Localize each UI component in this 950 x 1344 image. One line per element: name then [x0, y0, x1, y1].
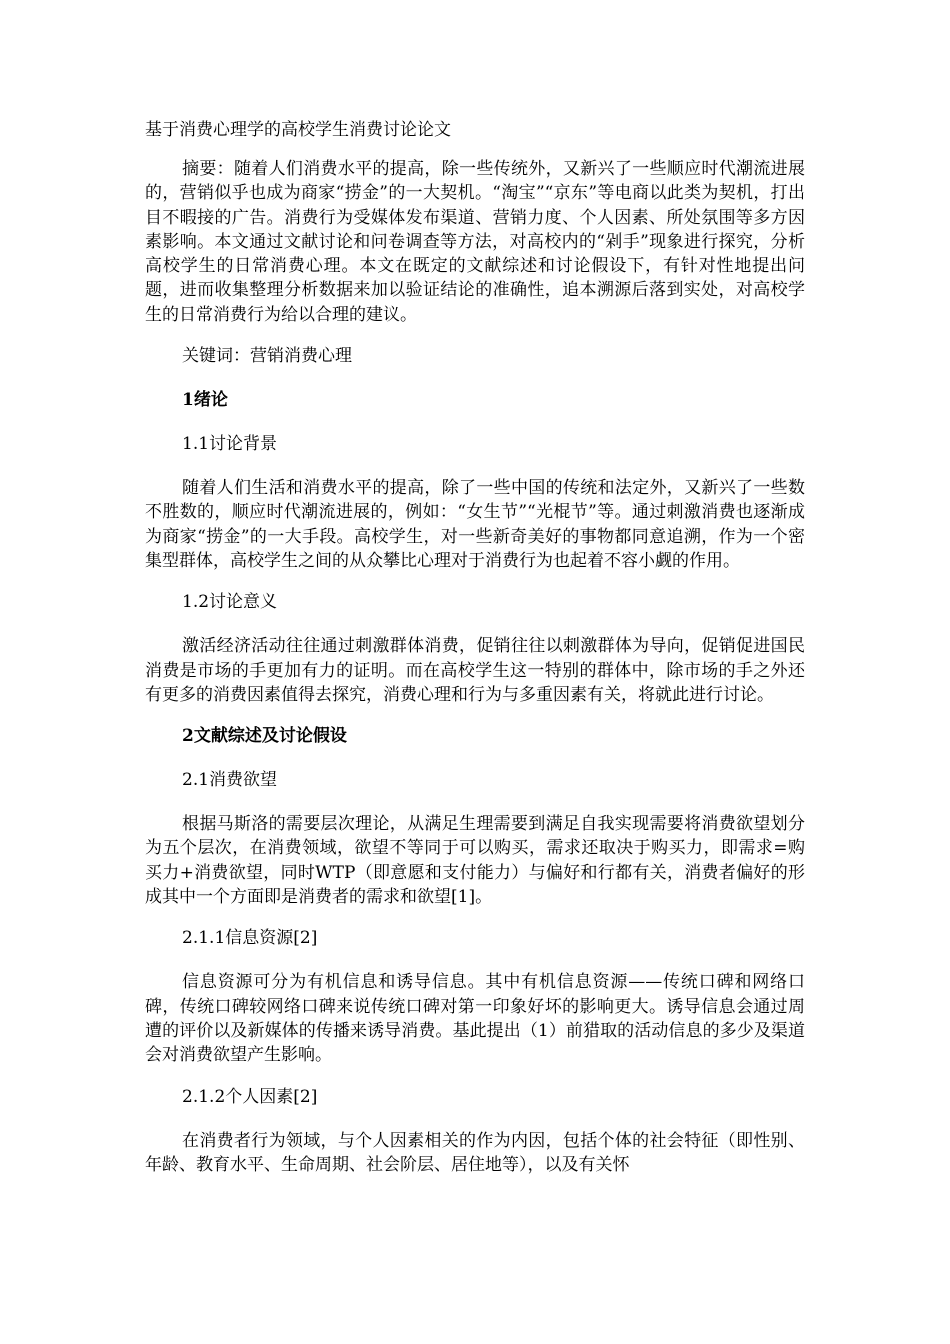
- section-heading-2: 2文献综述及讨论假设: [182, 726, 347, 747]
- paragraph-information: 信息资源可分为有机信息和诱导信息。其中有机信息资源——传统口碑和网络口碑，传统口碑较网络口碑来说传统口碑对第一印象好坏的影响更大。诱导信息会通过周遭的评价以及新媒体的传播来诱导消费。基此提出（1）前猎取的活动信息的多少及渠道会对消费欲望产生影响。: [145, 972, 805, 1066]
- abstract-paragraph: 摘要：随着人们消费水平的提高，除一些传统外，又新兴了一些顺应时代潮流进展的，营销似乎也成为商家“捞金”的一大契机。“淘宝”“京东”等电商以此类为契机，打出目不暇接的广告。消费行为受媒体发布渠道、营销力度、个人因素、所处氛围等多方因素影响。本文通过文献讨论和问卷调查等方法，对高校内的“剁手”现象进行探究，分析高校学生的日常消费心理。本文在既定的文献综述和讨论假设下，有针对性地提出问题，进而收集整理分析数据来加以验证结论的准确性，追本溯源后落到实处，对高校学生的日常消费行为给以合理的建议。: [145, 159, 805, 325]
- paragraph-personal-factors: 在消费者行为领域，与个人因素相关的作为内因，包括个体的社会特征（即性别、年龄、教育水平、生命周期、社会阶层、居住地等），以及有关怀: [145, 1130, 805, 1175]
- paragraph-significance: 激活经济活动往往通过刺激群体消费，促销往往以刺激群体为导向，促销促进国民消费是市场的手更加有力的证明。而在高校学生这一特别的群体中，除市场的手之外还有更多的消费因素值得去探究，消费心理和行为与多重因素有关，将就此进行讨论。: [145, 636, 805, 705]
- subsection-heading-2-1-2: 2.1.2个人因素[2]: [182, 1086, 318, 1107]
- subsection-heading-2-1-1: 2.1.1信息资源[2]: [182, 928, 318, 949]
- subsection-heading-1-2: 1.2讨论意义: [182, 592, 278, 613]
- paragraph-desire: 根据马斯洛的需要层次理论，从满足生理需要到满足自我实现需要将消费欲望划分为五个层次，在消费领域，欲望不等同于可以购买，需求还取决于购买力，即需求=购买力+消费欲望，同时WTP（即意愿和支付能力）与偏好和行都有关，消费者偏好的形成其中一个方面即是消费者的需求和欲望[1]。: [145, 814, 805, 908]
- subsection-heading-1-1: 1.1讨论背景: [182, 434, 278, 455]
- document-title: 基于消费心理学的高校学生消费讨论论文: [145, 120, 451, 140]
- document-page: [145, 118, 805, 1194]
- subsection-heading-2-1: 2.1消费欲望: [182, 770, 278, 791]
- paragraph-background: 随着人们生活和消费水平的提高，除了一些中国的传统和法定外，又新兴了一些数不胜数的，顺应时代潮流进展的，例如：“女生节”“光棍节”等。通过刺激消费也逐渐成为商家“捞金”的一大手段。高校学生，对一些新奇美好的事物都同意追溯，作为一个密集型群体，高校学生之间的从众攀比心理对于消费行为也起着不容小觑的作用。: [145, 478, 805, 571]
- keywords-line: 关键词：营销消费心理: [182, 346, 352, 367]
- section-heading-1: 1绪论: [182, 390, 228, 411]
